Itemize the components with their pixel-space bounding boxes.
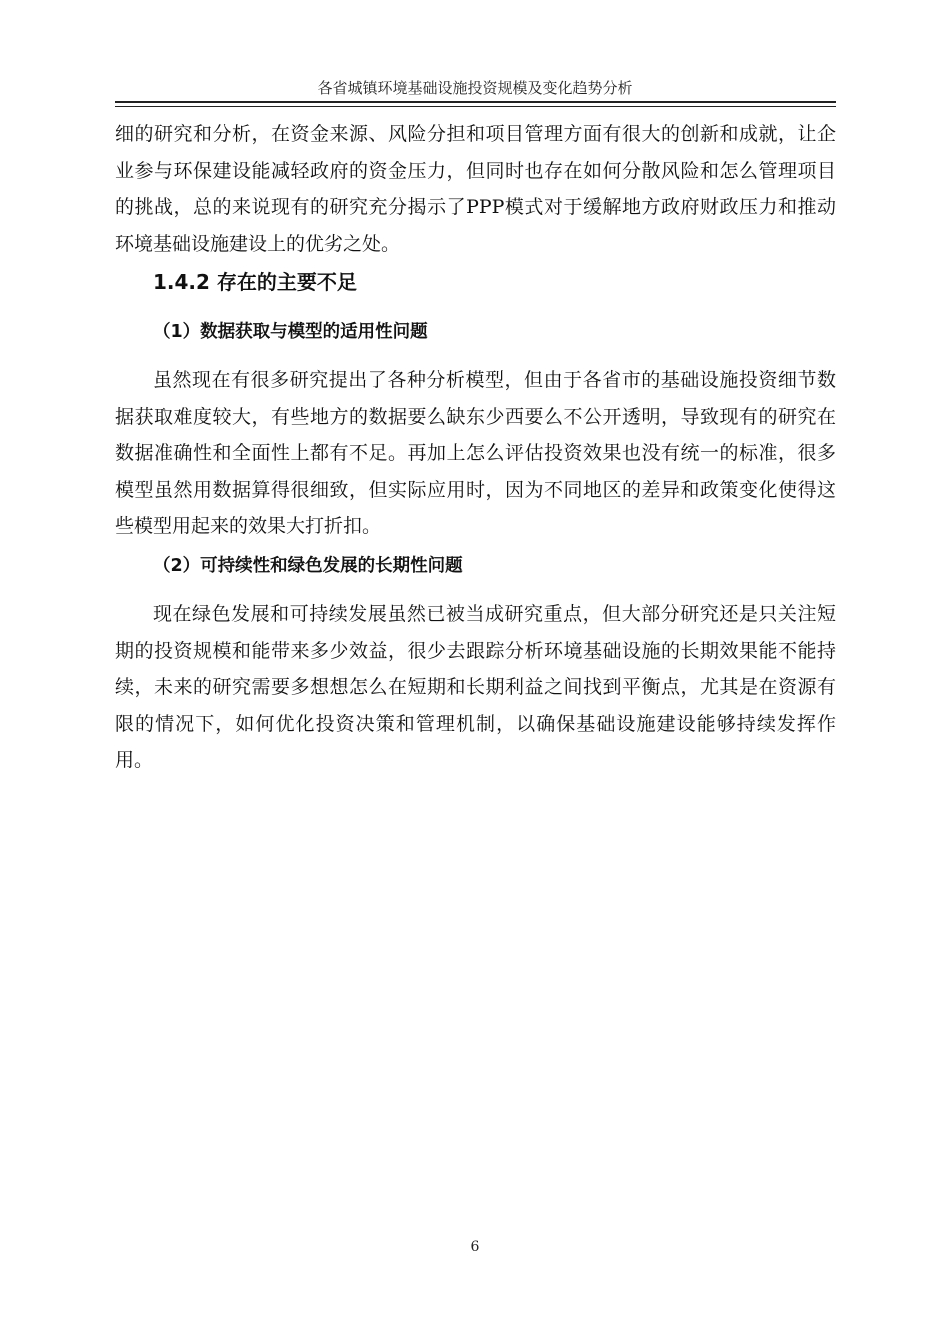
running-header-title: 各省城镇环境基础设施投资规模及变化趋势分析: [317, 79, 633, 97]
subsection-paragraph-2: 现在绿色发展和可持续发展虽然已被当成研究重点，但大部分研究还是只关注短期的投资规模和能带来多少效益，很少去跟踪分析环境基础设施的长期效果能不能持续，未来的研究需要多想想怎么在短期和长期利益之间找到平衡点，尤其是在资源有限的情况下，如何优化投资决策和管理机制，以确保基础设施建设能够持续发挥作用。: [115, 603, 836, 771]
subsection-heading-1: （1）数据获取与模型的适用性问题: [153, 322, 428, 342]
subsection-paragraph-1: 虽然现在有很多研究提出了各种分析模型，但由于各省市的基础设施投资细节数据获取难度较大，有些地方的数据要么缺东少西要么不公开透明，导致现有的研究在数据准确性和全面性上都有不足。再加上怎么评估投资效果也没有统一的标准，很多模型虽然用数据算得很细致，但实际应用时，因为不同地区的差异和政策变化使得这些模型用起来的效果大打折扣。: [115, 369, 836, 537]
page-number: 6: [470, 1239, 480, 1255]
section-heading: 1.4.2 存在的主要不足: [153, 270, 357, 294]
subsection-heading-2: （2）可持续性和绿色发展的长期性问题: [153, 556, 463, 576]
intro-paragraph: 细的研究和分析，在资金来源、风险分担和项目管理方面有很大的创新和成就，让企业参与环保建设能减轻政府的资金压力，但同时也存在如何分散风险和怎么管理项目的挑战，总的来说现有的研究充分揭示了PPP模式对于缓解地方政府财政压力和推动环境基础设施建设上的优劣之处。: [115, 123, 836, 255]
header-rule-thick: [115, 101, 836, 103]
header-rule-thin: [115, 106, 836, 107]
